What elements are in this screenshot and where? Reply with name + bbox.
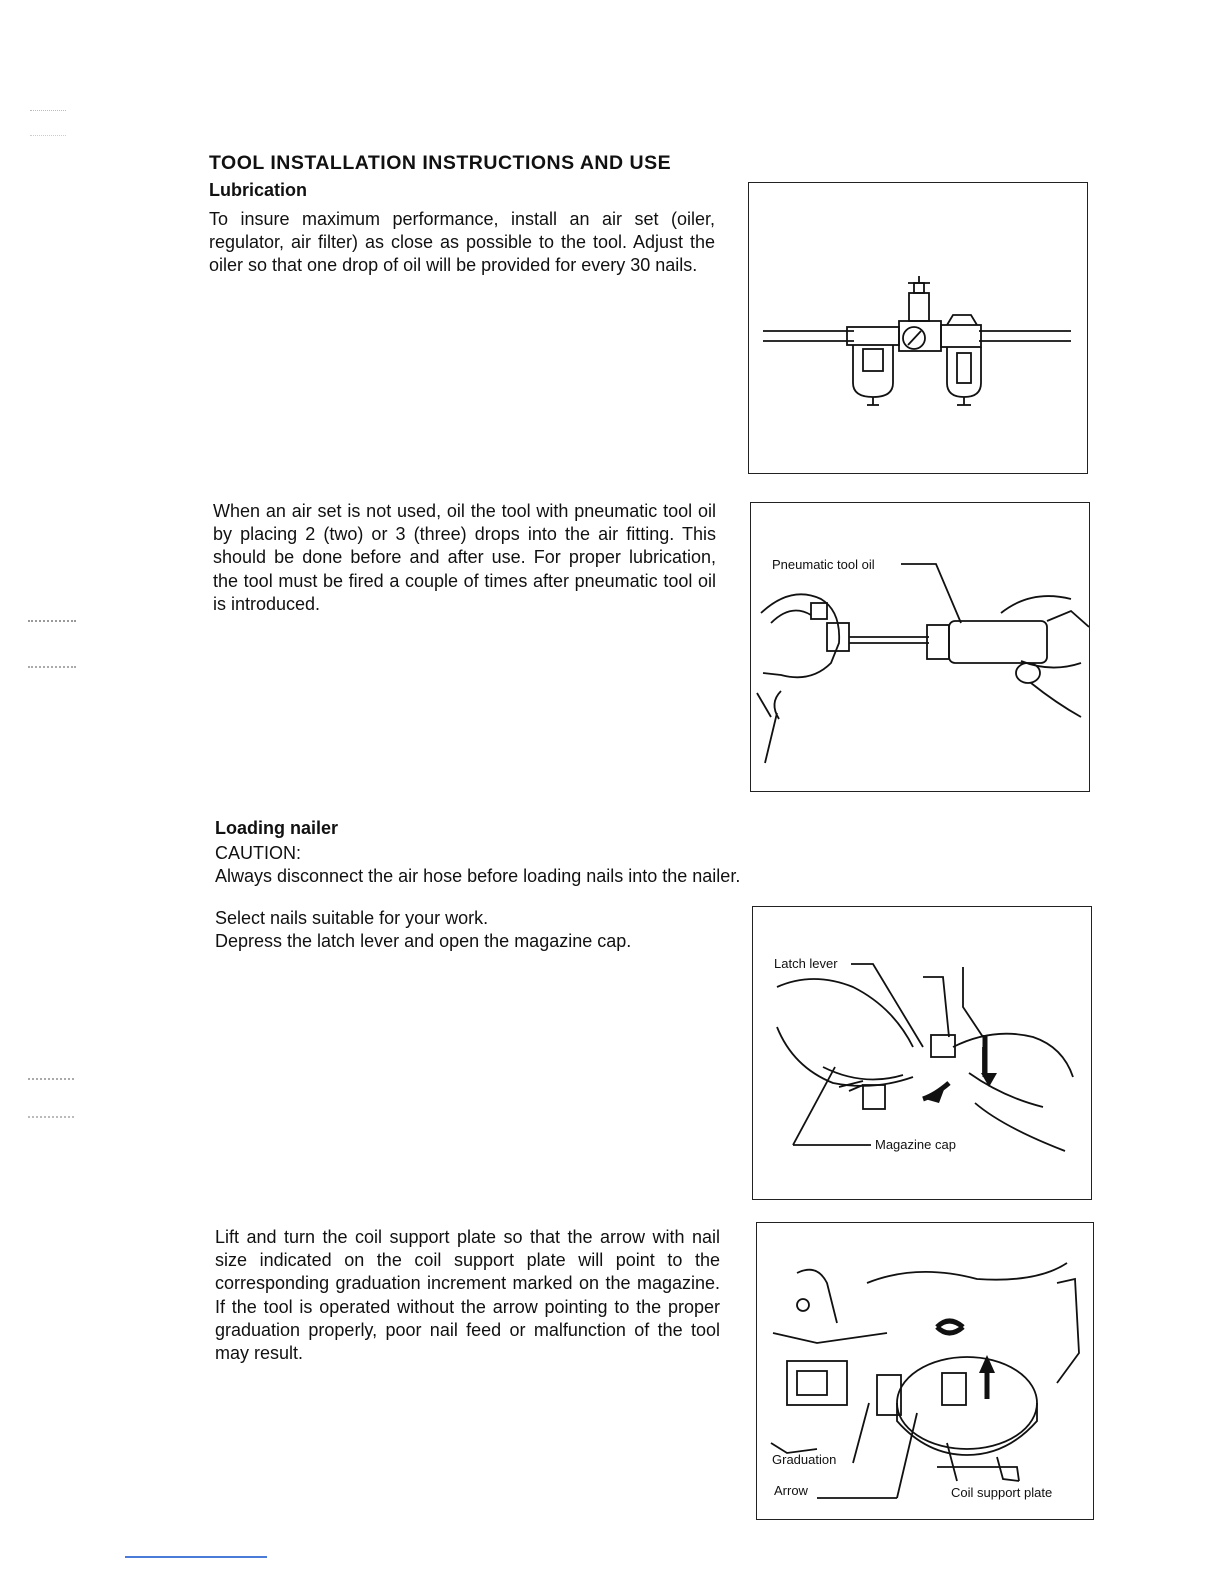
step-select-nails: Select nails suitable for your work. (215, 908, 489, 928)
magazine-cap-label: Magazine cap (875, 1137, 956, 1152)
coil-support-figure (756, 1222, 1094, 1520)
page-heading: TOOL INSTALLATION INSTRUCTIONS AND USE (209, 152, 672, 174)
step-open-magazine: Depress the latch lever and open the magazine cap. (215, 931, 632, 951)
pneumatic-oil-label: Pneumatic tool oil (772, 557, 875, 572)
lubrication-title: Lubrication (209, 180, 307, 200)
lubrication-paragraph-1: To insure maximum performance, install an air set (oiler, regulator, air filter) as close as possible to the tool. Adjust the oiler so that one drop of oil will be provided for every 30 nails. (209, 209, 715, 276)
caution-label: CAUTION: (215, 843, 302, 863)
scan-speck (28, 1078, 74, 1118)
air-set-illustration (749, 183, 1087, 473)
bottom-rule (125, 1556, 267, 1558)
oiling-figure (750, 502, 1090, 792)
graduation-label: Graduation (772, 1452, 837, 1467)
oiling-illustration (751, 503, 1089, 791)
lubrication-paragraph-2: When an air set is not used, oil the tool with pneumatic tool oil by placing 2 (two) or 3 (three) drops into the air fitting. This should be done before and after use. For proper lubrication, the tool must be fired a couple of times after pneumatic tool oil is introduced. (213, 501, 716, 614)
scan-speck (28, 620, 76, 668)
coil-support-paragraph: Lift and turn the coil support plate so that the arrow with nail size indicated on the coil support plate will point to the corresponding graduation increment marked on the magazine. If the tool is operated without the arrow pointing to the proper graduation properly, poor nail feed or malfunction of the tool may result. (215, 1227, 720, 1364)
magazine-cap-illustration (753, 907, 1091, 1199)
magazine-cap-figure (752, 906, 1092, 1200)
latch-lever-label: Latch lever (774, 956, 838, 971)
arrow-label: Arrow (774, 1483, 808, 1498)
coil-support-plate-label: Coil support plate (951, 1485, 1053, 1500)
caution-text: Always disconnect the air hose before loading nails into the nailer. (215, 866, 741, 886)
coil-support-illustration (757, 1223, 1093, 1519)
air-set-figure (748, 182, 1088, 474)
loading-nailer-title: Loading nailer (215, 818, 339, 838)
scan-speck (30, 110, 66, 136)
